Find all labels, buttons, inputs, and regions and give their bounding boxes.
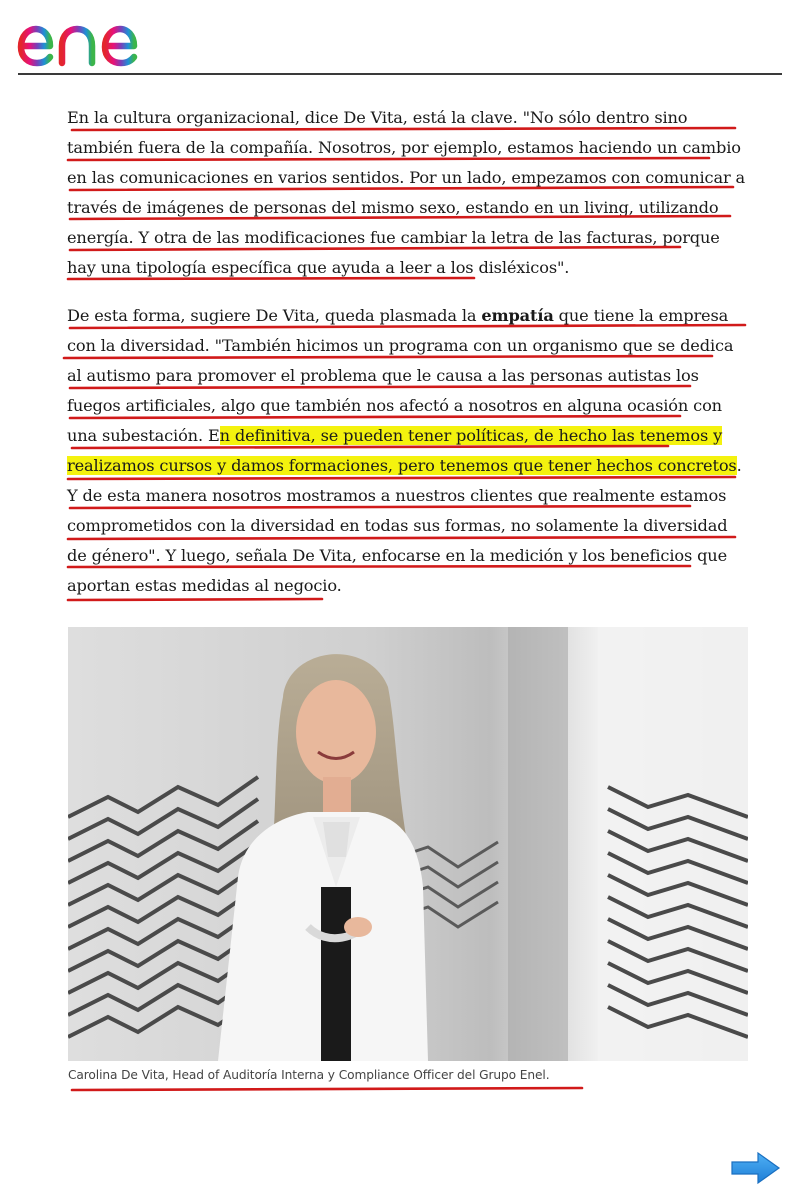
highlighted-quote: n definitiva, se pueden tener políticas, de hecho las tenemos y realizamos cursos y damos formaciones, pero tenemos que tener hechos concretos (67, 426, 737, 475)
enel-logo[interactable] (16, 6, 180, 70)
keyword-empathy: empatía (481, 306, 554, 325)
paragraph-2-text-middle: que tiene la empresa con la diversidad. "También hicimos un programa con un organismo que se dedica al autismo para promover el problema que le causa a las personas autistas los fuegos artificiales, algo que también nos afectó a nosotros en alguna ocasión con una subestación. E (67, 306, 734, 445)
logo-text: enel (16, 6, 19, 7)
paragraph-1-text: En la cultura organizacional, dice De Vita, está la clave. "No sólo dentro sino también fuera de la compañía. Nosotros, por ejemplo, estamos haciendo un cambio en las comunicaciones en varios sentidos. Por un lado, empezamos con comunicar a través de imágenes de personas del mismo sexo, estando en un living, utilizando energía. Y otra de las modificaciones fue cambiar la letra de las facturas, porque hay una tipología específica que ayuda a leer a los disléxicos". (67, 108, 746, 277)
underline-mark (72, 1088, 582, 1090)
paragraph-empathy (67, 301, 749, 601)
arrow-right-icon[interactable] (730, 1150, 782, 1186)
article-photo (68, 627, 748, 1061)
header-divider (18, 73, 782, 75)
site-header (0, 0, 800, 76)
paragraph-2-text-end: . Y de esta manera nosotros mostramos a nuestros clientes que realmente estamos comprometidos con la diversidad en todas sus formas, no solamente la diversidad de género". Y luego, señala De Vita, enfocarse en la medición y los beneficios que aportan estas medidas al negocio. (67, 456, 742, 595)
article-body (67, 103, 749, 601)
paragraph-culture (67, 103, 749, 283)
photo-caption: Carolina De Vita, Head of Auditoría Interna y Compliance Officer del Grupo Enel. (68, 1068, 550, 1082)
paragraph-2-text-start: De esta forma, sugiere De Vita, queda plasmada la (67, 306, 482, 325)
